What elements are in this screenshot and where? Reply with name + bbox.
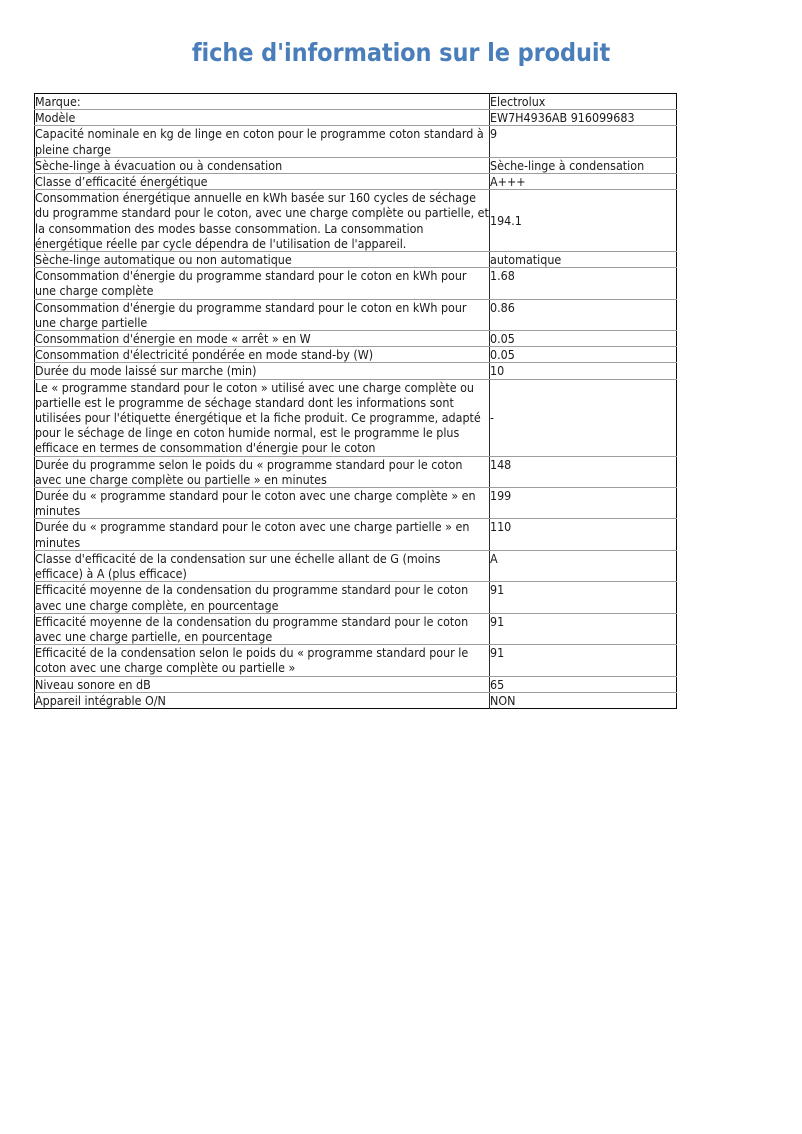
spec-label-cell	[35, 456, 490, 487]
spec-value: 91	[490, 582, 505, 598]
table-row	[35, 252, 677, 268]
spec-label: Consommation d'énergie du programme standard pour le coton en kWh pour une charge complète	[35, 268, 467, 299]
spec-label-cell	[35, 645, 490, 676]
spec-label-cell	[35, 347, 490, 363]
spec-value: 0.86	[490, 299, 515, 315]
spec-value: Electrolux	[490, 94, 546, 109]
table-row	[35, 645, 677, 676]
spec-value-cell	[490, 456, 677, 487]
table-row	[35, 157, 677, 173]
spec-value: 0.05	[490, 331, 515, 347]
spec-value: 91	[490, 613, 505, 629]
spec-value-cell	[490, 268, 677, 299]
spec-value-cell	[490, 157, 677, 173]
spec-label: Classe d'efficacité de la condensation sur une échelle allant de G (moins efficace) à A (plus efficace)	[35, 550, 441, 582]
spec-label-cell	[35, 94, 490, 110]
spec-label: Niveau sonore en dB	[35, 676, 151, 692]
spec-value-cell	[490, 347, 677, 363]
spec-value-cell	[490, 94, 677, 110]
spec-label: Durée du mode laissé sur marche (min)	[35, 363, 257, 379]
spec-value: EW7H4936AB 916099683	[490, 110, 635, 126]
spec-label-cell	[35, 676, 490, 692]
table-row	[35, 126, 677, 157]
table-row	[35, 488, 677, 519]
spec-label-cell	[35, 174, 490, 190]
spec-label-cell	[35, 519, 490, 550]
table-row	[35, 174, 677, 190]
spec-label-cell	[35, 299, 490, 330]
spec-value: -	[490, 410, 495, 426]
spec-label: Efficacité moyenne de la condensation du programme standard pour le coton avec une charge partielle, en pourcentage	[35, 613, 469, 644]
spec-value-cell	[490, 252, 677, 268]
spec-label-cell	[35, 692, 490, 708]
spec-value: 194.1	[490, 213, 522, 229]
spec-value: 91	[490, 645, 505, 661]
spec-label-cell	[35, 379, 490, 456]
table-row	[35, 692, 677, 708]
spec-label: Durée du programme selon le poids du « programme standard pour le coton avec une charge complète ou partielle » en minutes	[35, 456, 463, 487]
table-row	[35, 363, 677, 379]
spec-value-cell	[490, 550, 677, 581]
spec-value: Sèche-linge à condensation	[490, 157, 645, 173]
spec-label: Durée du « programme standard pour le coton avec une charge complète » en minutes	[35, 488, 476, 519]
spec-value-cell	[490, 645, 677, 676]
spec-label: Le « programme standard pour le coton » utilisé avec une charge complète ou partielle est le programme de séchage standard dont les informations sont utilisées pour l'étiquette énergétique et la fiche produit. Ce programme, adapté pour le séchage de linge en coton humide normal, est le programme le plus efficace en termes de consommation d'énergie pour le coton	[35, 379, 481, 456]
spec-label-cell	[35, 268, 490, 299]
spec-label-cell	[35, 157, 490, 173]
spec-value: 9	[490, 126, 498, 142]
spec-value-cell	[490, 110, 677, 126]
spec-label: Appareil intégrable O/N	[35, 692, 166, 708]
table-row	[35, 379, 677, 456]
spec-value-cell	[490, 676, 677, 692]
spec-value-cell	[490, 488, 677, 519]
table-row	[35, 94, 677, 110]
spec-value: 148	[490, 456, 512, 472]
spec-label-cell	[35, 190, 490, 252]
table-row	[35, 676, 677, 692]
spec-label: Durée du « programme standard pour le coton avec une charge partielle » en minutes	[35, 519, 470, 550]
spec-label-cell	[35, 126, 490, 157]
spec-label: Modèle	[35, 110, 76, 126]
spec-value: 110	[490, 519, 512, 535]
spec-label-cell	[35, 582, 490, 613]
spec-value: 199	[490, 488, 512, 504]
spec-value-cell	[490, 519, 677, 550]
spec-value-cell	[490, 613, 677, 644]
table-row	[35, 582, 677, 613]
spec-value-cell	[490, 363, 677, 379]
spec-value: A+++	[490, 174, 526, 190]
spec-value: 0.05	[490, 347, 515, 363]
spec-label: Efficacité moyenne de la condensation du programme standard pour le coton avec une charge complète, en pourcentage	[35, 582, 469, 613]
spec-value-cell	[490, 379, 677, 456]
spec-label: Efficacité de la condensation selon le poids du « programme standard pour le coton avec une charge complète ou partielle »	[35, 645, 469, 676]
spec-label-cell	[35, 363, 490, 379]
table-row	[35, 110, 677, 126]
table-row	[35, 519, 677, 550]
spec-value-cell	[490, 190, 677, 252]
spec-label: Consommation d'énergie du programme standard pour le coton en kWh pour une charge partielle	[35, 299, 467, 330]
spec-value-cell	[490, 299, 677, 330]
table-row	[35, 347, 677, 363]
spec-value-cell	[490, 331, 677, 347]
spec-label: Marque:	[35, 94, 81, 109]
spec-value-cell	[490, 692, 677, 708]
spec-value: 65	[490, 676, 505, 692]
table-row	[35, 613, 677, 644]
spec-value: 10	[490, 363, 505, 379]
table-row	[35, 299, 677, 330]
spec-label-cell	[35, 110, 490, 126]
table-row	[35, 550, 677, 581]
spec-label: Sèche-linge automatique ou non automatique	[35, 252, 292, 268]
table-row	[35, 456, 677, 487]
table-row	[35, 190, 677, 252]
spec-label-cell	[35, 488, 490, 519]
spec-label: Sèche-linge à évacuation ou à condensation	[35, 157, 283, 173]
spec-label: Capacité nominale en kg de linge en coton pour le programme coton standard à pleine charge	[35, 126, 484, 157]
page-title: fiche d'information sur le produit	[191, 38, 611, 67]
spec-value: A	[490, 550, 498, 566]
table-row	[35, 331, 677, 347]
spec-value: automatique	[490, 252, 562, 268]
spec-value: 1.68	[490, 268, 515, 284]
spec-label: Classe d’efficacité énergétique	[35, 174, 208, 190]
spec-label-cell	[35, 331, 490, 347]
spec-value: NON	[490, 692, 516, 708]
product-spec-table-container	[34, 93, 676, 709]
spec-label: Consommation d'électricité pondérée en mode stand-by (W)	[35, 347, 374, 363]
spec-label-cell	[35, 550, 490, 581]
product-spec-table	[34, 93, 677, 709]
spec-value-cell	[490, 126, 677, 157]
spec-value-cell	[490, 582, 677, 613]
spec-label: Consommation énergétique annuelle en kWh basée sur 160 cycles de séchage du programme standard pour le coton, avec une charge complète ou partielle, et la consommation des modes basse consommation. La consommation énergétique réelle par cycle dépendra de l'utilisation de l'appareil.	[35, 190, 489, 251]
table-row	[35, 268, 677, 299]
spec-label-cell	[35, 252, 490, 268]
spec-value-cell	[490, 174, 677, 190]
spec-label: Consommation d'énergie en mode « arrêt » en W	[35, 331, 311, 347]
spec-label-cell	[35, 613, 490, 644]
